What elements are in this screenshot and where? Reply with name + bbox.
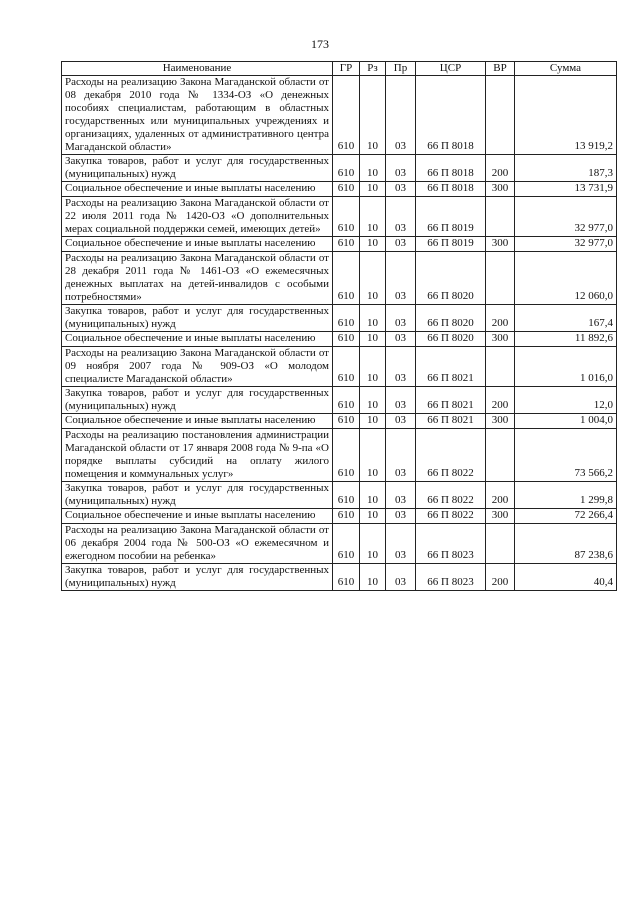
sum-cell: 13 731,9 <box>515 182 617 197</box>
pr-cell: 03 <box>386 197 416 237</box>
name-cell: Закупка товаров, работ и услуг для государственных (муниципальных) нужд <box>62 305 333 332</box>
csr-cell: 66 П 8023 <box>416 564 486 591</box>
rz-cell: 10 <box>360 347 386 387</box>
vr-cell <box>486 429 515 482</box>
rz-cell: 10 <box>360 182 386 197</box>
gr-cell: 610 <box>333 524 360 564</box>
gr-cell: 610 <box>333 155 360 182</box>
gr-cell: 610 <box>333 332 360 347</box>
csr-cell: 66 П 8022 <box>416 482 486 509</box>
name-cell: Расходы на реализацию Закона Магаданской области от 06 декабря 2004 года № 500-ОЗ «О ежемесячном и ежегодном пособии на ребенка» <box>62 524 333 564</box>
csr-cell: 66 П 8020 <box>416 305 486 332</box>
table-row <box>62 414 617 429</box>
vr-cell: 300 <box>486 414 515 429</box>
table-row <box>62 155 617 182</box>
csr-cell: 66 П 8021 <box>416 414 486 429</box>
sum-cell: 32 977,0 <box>515 197 617 237</box>
rz-cell: 10 <box>360 509 386 524</box>
table-row <box>62 182 617 197</box>
rz-cell: 10 <box>360 252 386 305</box>
vr-cell: 300 <box>486 237 515 252</box>
gr-cell: 610 <box>333 509 360 524</box>
rz-cell: 10 <box>360 155 386 182</box>
sum-cell: 187,3 <box>515 155 617 182</box>
pr-cell: 03 <box>386 182 416 197</box>
column-header-gr: ГР <box>333 62 360 76</box>
pr-cell: 03 <box>386 252 416 305</box>
csr-cell: 66 П 8018 <box>416 155 486 182</box>
csr-cell: 66 П 8018 <box>416 76 486 155</box>
pr-cell: 03 <box>386 347 416 387</box>
table-row <box>62 76 617 155</box>
name-cell: Закупка товаров, работ и услуг для государственных (муниципальных) нужд <box>62 564 333 591</box>
gr-cell: 610 <box>333 197 360 237</box>
pr-cell: 03 <box>386 509 416 524</box>
rz-cell: 10 <box>360 429 386 482</box>
rz-cell: 10 <box>360 564 386 591</box>
name-cell: Социальное обеспечение и иные выплаты населению <box>62 237 333 252</box>
column-header-sum: Сумма <box>515 62 617 76</box>
name-cell: Социальное обеспечение и иные выплаты населению <box>62 182 333 197</box>
vr-cell <box>486 524 515 564</box>
table-row <box>62 197 617 237</box>
vr-cell: 200 <box>486 564 515 591</box>
csr-cell: 66 П 8020 <box>416 252 486 305</box>
pr-cell: 03 <box>386 429 416 482</box>
csr-cell: 66 П 8020 <box>416 332 486 347</box>
rz-cell: 10 <box>360 482 386 509</box>
name-cell: Закупка товаров, работ и услуг для государственных (муниципальных) нужд <box>62 155 333 182</box>
sum-cell: 1 299,8 <box>515 482 617 509</box>
name-cell: Социальное обеспечение и иные выплаты населению <box>62 509 333 524</box>
vr-cell: 300 <box>486 182 515 197</box>
pr-cell: 03 <box>386 524 416 564</box>
sum-cell: 1 004,0 <box>515 414 617 429</box>
sum-cell: 40,4 <box>515 564 617 591</box>
name-cell: Расходы на реализацию Закона Магаданской области от 09 ноября 2007 года № 909-ОЗ «О молодом специалисте Магаданской области» <box>62 347 333 387</box>
vr-cell: 200 <box>486 387 515 414</box>
sum-cell: 32 977,0 <box>515 237 617 252</box>
pr-cell: 03 <box>386 332 416 347</box>
table-row <box>62 347 617 387</box>
vr-cell <box>486 197 515 237</box>
gr-cell: 610 <box>333 76 360 155</box>
sum-cell: 73 566,2 <box>515 429 617 482</box>
column-header-name: Наименование <box>62 62 333 76</box>
name-cell: Социальное обеспечение и иные выплаты населению <box>62 414 333 429</box>
csr-cell: 66 П 8022 <box>416 429 486 482</box>
gr-cell: 610 <box>333 429 360 482</box>
gr-cell: 610 <box>333 305 360 332</box>
rz-cell: 10 <box>360 197 386 237</box>
table-row <box>62 387 617 414</box>
pr-cell: 03 <box>386 564 416 591</box>
gr-cell: 610 <box>333 347 360 387</box>
csr-cell: 66 П 8022 <box>416 509 486 524</box>
csr-cell: 66 П 8019 <box>416 197 486 237</box>
vr-cell <box>486 76 515 155</box>
sum-cell: 12 060,0 <box>515 252 617 305</box>
gr-cell: 610 <box>333 414 360 429</box>
sum-cell: 12,0 <box>515 387 617 414</box>
csr-cell: 66 П 8021 <box>416 387 486 414</box>
rz-cell: 10 <box>360 237 386 252</box>
table-row <box>62 429 617 482</box>
table-row <box>62 252 617 305</box>
table-row <box>62 564 617 591</box>
csr-cell: 66 П 8023 <box>416 524 486 564</box>
rz-cell: 10 <box>360 332 386 347</box>
column-header-vr: ВР <box>486 62 515 76</box>
rz-cell: 10 <box>360 387 386 414</box>
csr-cell: 66 П 8021 <box>416 347 486 387</box>
gr-cell: 610 <box>333 182 360 197</box>
name-cell: Расходы на реализацию Закона Магаданской области от 22 июля 2011 года № 1420-ОЗ «О дополнительных мерах социальной поддержки семей, имеющих детей» <box>62 197 333 237</box>
pr-cell: 03 <box>386 482 416 509</box>
gr-cell: 610 <box>333 482 360 509</box>
column-header-rz: Рз <box>360 62 386 76</box>
rz-cell: 10 <box>360 414 386 429</box>
csr-cell: 66 П 8019 <box>416 237 486 252</box>
vr-cell: 300 <box>486 509 515 524</box>
vr-cell: 200 <box>486 305 515 332</box>
table-row <box>62 305 617 332</box>
table-row <box>62 482 617 509</box>
name-cell: Социальное обеспечение и иные выплаты населению <box>62 332 333 347</box>
name-cell: Закупка товаров, работ и услуг для государственных (муниципальных) нужд <box>62 387 333 414</box>
sum-cell: 87 238,6 <box>515 524 617 564</box>
rz-cell: 10 <box>360 524 386 564</box>
vr-cell: 200 <box>486 482 515 509</box>
column-header-csr: ЦСР <box>416 62 486 76</box>
pr-cell: 03 <box>386 305 416 332</box>
column-header-pr: Пр <box>386 62 416 76</box>
table-body <box>62 76 617 591</box>
sum-cell: 167,4 <box>515 305 617 332</box>
table-row <box>62 237 617 252</box>
table-row <box>62 524 617 564</box>
vr-cell <box>486 252 515 305</box>
header-row <box>62 62 617 76</box>
name-cell: Расходы на реализацию постановления администрации Магаданской области от 17 января 2008 года № 9-па «О порядке выплаты субсидий на оплату жилого помещения и коммунальных услуг» <box>62 429 333 482</box>
sum-cell: 13 919,2 <box>515 76 617 155</box>
pr-cell: 03 <box>386 237 416 252</box>
rz-cell: 10 <box>360 305 386 332</box>
pr-cell: 03 <box>386 414 416 429</box>
table-row <box>62 509 617 524</box>
rz-cell: 10 <box>360 76 386 155</box>
gr-cell: 610 <box>333 564 360 591</box>
name-cell: Расходы на реализацию Закона Магаданской области от 08 декабря 2010 года № 1334-ОЗ «О денежных пособиях специалистам, работающим в областных государственных или муниципальных учреждениях и организациях, удаленных от административного центра Магаданской области» <box>62 76 333 155</box>
vr-cell: 200 <box>486 155 515 182</box>
pr-cell: 03 <box>386 387 416 414</box>
sum-cell: 1 016,0 <box>515 347 617 387</box>
sum-cell: 11 892,6 <box>515 332 617 347</box>
table-row <box>62 332 617 347</box>
sum-cell: 72 266,4 <box>515 509 617 524</box>
gr-cell: 610 <box>333 252 360 305</box>
page-number: 173 <box>311 37 329 51</box>
vr-cell: 300 <box>486 332 515 347</box>
gr-cell: 610 <box>333 387 360 414</box>
vr-cell <box>486 347 515 387</box>
pr-cell: 03 <box>386 155 416 182</box>
budget-table <box>61 61 617 591</box>
pr-cell: 03 <box>386 76 416 155</box>
name-cell: Расходы на реализацию Закона Магаданской области от 28 декабря 2011 года № 1461-ОЗ «О ежемесячных денежных выплатах на детей-инвалидов с особыми потребностями» <box>62 252 333 305</box>
csr-cell: 66 П 8018 <box>416 182 486 197</box>
gr-cell: 610 <box>333 237 360 252</box>
name-cell: Закупка товаров, работ и услуг для государственных (муниципальных) нужд <box>62 482 333 509</box>
